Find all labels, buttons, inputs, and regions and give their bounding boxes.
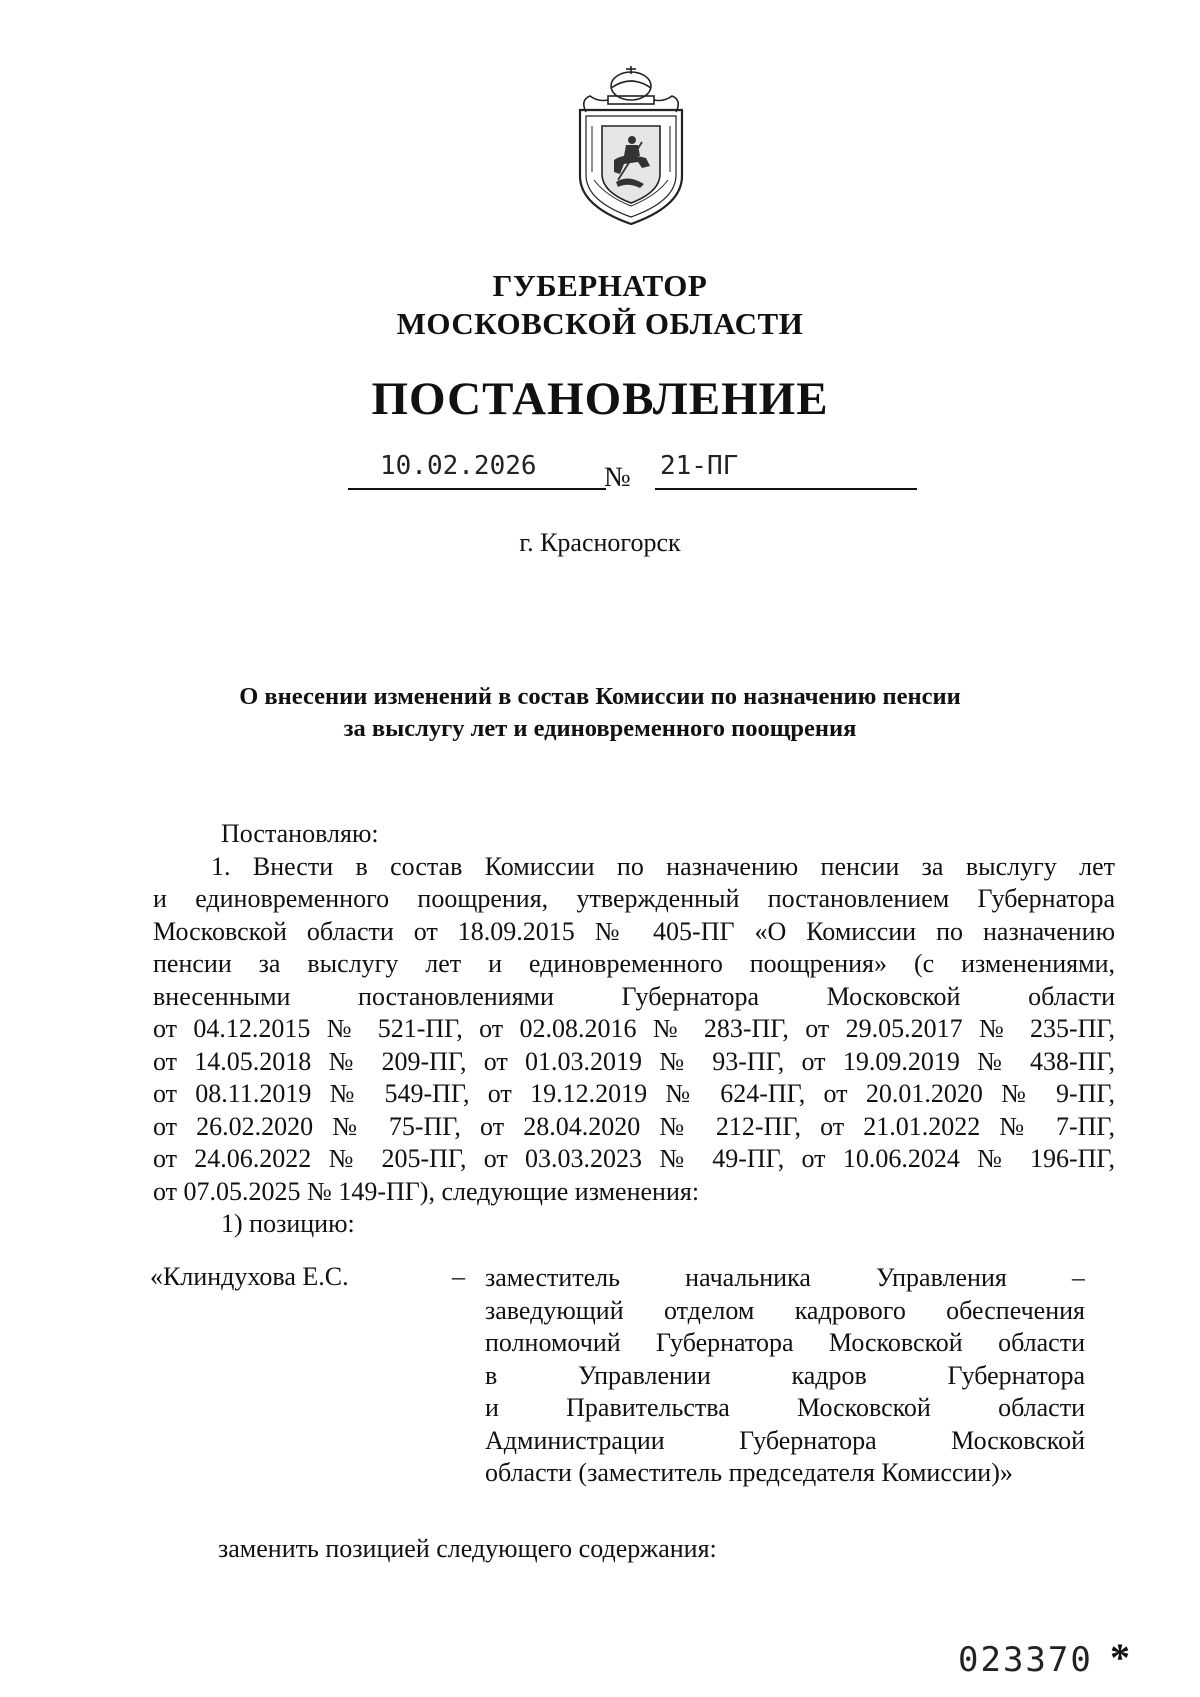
position-description-line: полномочий Губернатора Московской области xyxy=(485,1328,1085,1357)
document-type-title: ПОСТАНОВЛЕНИЕ xyxy=(371,373,829,425)
position-description-line: и Правительства Московской области xyxy=(485,1393,1085,1422)
asterisk-mark: * xyxy=(1110,1635,1130,1680)
body-line: пенсии за выслугу лет и единовременного поощрения» (с изменениями, xyxy=(153,949,1115,978)
city-name: г. Красногорск xyxy=(519,528,681,557)
body-line: Московской области от 18.09.2015 № 405-ПГ «О Комиссии по назначению xyxy=(153,916,1115,946)
body-line: Постановляю: xyxy=(221,819,379,848)
position-description-line: в Управлении кадров Губернатора xyxy=(485,1360,1085,1390)
number-underline xyxy=(655,488,917,490)
position-description-line: заместитель начальника Управления – xyxy=(485,1263,1085,1292)
body-line: 1. Внести в состав Комиссии по назначению пенсии за выслугу лет xyxy=(211,851,1115,881)
decree-title-line1: О внесении изменений в состав Комиссии по назначению пенсии xyxy=(239,683,961,710)
position-dash: – xyxy=(452,1262,465,1291)
position-description-line: Администрации Губернатора Московской xyxy=(485,1425,1085,1455)
body-line: внесенными постановлениями Губернатора Московской области xyxy=(153,981,1115,1011)
replace-instruction: заменить позицией следующего содержания: xyxy=(218,1534,717,1563)
body-line: от 04.12.2015 № 521-ПГ, от 02.08.2016 № 283-ПГ, от 29.05.2017 № 235-ПГ, xyxy=(153,1014,1115,1043)
position-description-line: области (заместитель председателя Комиссии)» xyxy=(485,1458,1013,1487)
body-line: от 14.05.2018 № 209-ПГ, от 01.03.2019 № 93-ПГ, от 19.09.2019 № 438-ПГ, xyxy=(153,1046,1115,1076)
body-line: от 24.06.2022 № 205-ПГ, от 03.03.2023 № 49-ПГ, от 10.06.2024 № 196-ПГ, xyxy=(153,1144,1115,1173)
authority-title-line1: ГУБЕРНАТОР xyxy=(492,268,708,303)
number-sign: № xyxy=(604,462,631,493)
date-underline xyxy=(348,488,606,490)
body-line: и единовременного поощрения, утвержденный постановлением Губернатора xyxy=(153,884,1115,913)
body-line: от 07.05.2025 № 149-ПГ), следующие изменения: xyxy=(153,1176,700,1206)
decree-title-line2: за выслугу лет и единовременного поощрения xyxy=(343,715,857,742)
coat-of-arms-emblem xyxy=(566,56,696,228)
position-description xyxy=(485,1262,1085,1490)
body-line: от 26.02.2020 № 75-ПГ, от 28.04.2020 № 212-ПГ, от 21.01.2022 № 7-ПГ, xyxy=(153,1111,1115,1141)
decree-date: 10.02.2026 xyxy=(380,451,537,481)
body-line: от 08.11.2019 № 549-ПГ, от 19.12.2019 № 624-ПГ, от 20.01.2020 № 9-ПГ, xyxy=(153,1079,1115,1108)
decree-number: 21-ПГ xyxy=(660,451,739,481)
serial-number: 023370 xyxy=(958,1640,1093,1680)
position-person-name: «Клиндухова Е.С. xyxy=(150,1262,349,1291)
decree-body xyxy=(153,818,1115,1241)
authority-title-line2: МОСКОВСКОЙ ОБЛАСТИ xyxy=(396,306,804,341)
position-description-line: заведующий отделом кадрового обеспечения xyxy=(485,1295,1085,1325)
body-line: 1) позицию: xyxy=(221,1209,355,1238)
